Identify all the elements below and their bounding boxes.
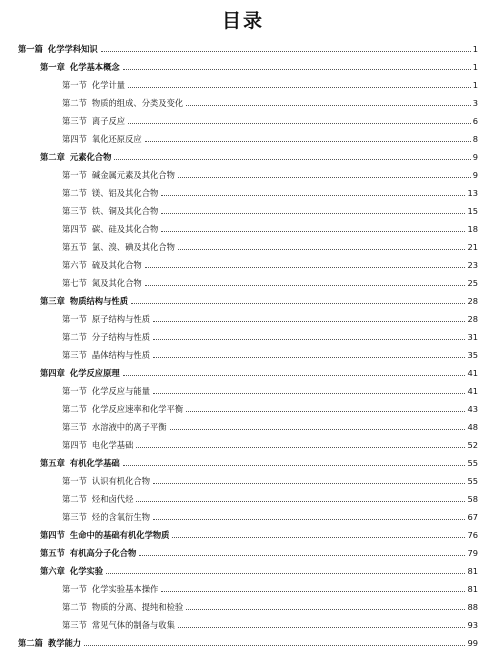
toc-title: 化学实验基本操作 <box>91 584 159 594</box>
leader-dots <box>101 50 471 52</box>
toc-section[interactable] <box>0 90 486 108</box>
leader-dots <box>161 194 465 196</box>
toc-section[interactable] <box>0 252 486 270</box>
toc-page-number: 79 <box>467 548 478 558</box>
toc-title: 水溶液中的离子平衡 <box>91 422 167 432</box>
leader-dots <box>128 122 471 124</box>
toc-title: 离子反应 <box>91 116 126 126</box>
toc-title: 碳、硅及其化合物 <box>91 224 159 234</box>
toc-section[interactable] <box>0 468 486 486</box>
toc-section[interactable] <box>0 234 486 252</box>
toc-page-number: 99 <box>467 638 478 648</box>
toc-page-number: 41 <box>467 368 478 378</box>
toc-number: 第二节 <box>62 98 87 108</box>
toc-number: 第二章 <box>40 152 65 162</box>
toc-title: 化学实验 <box>69 566 104 576</box>
leader-dots <box>186 104 471 106</box>
toc-page-number: 28 <box>467 296 478 306</box>
toc-page-number: 3 <box>472 98 478 108</box>
leader-dots <box>186 410 465 412</box>
leader-dots <box>153 356 465 358</box>
toc-title: 生命中的基础有机化学物质 <box>69 530 170 540</box>
toc-title: 有机高分子化合物 <box>69 548 137 558</box>
toc-title: 认识有机化合物 <box>91 476 150 486</box>
toc-title: 化学反应原理 <box>69 368 120 378</box>
toc-number: 第四节 <box>62 134 87 144</box>
toc-title: 硫及其化合物 <box>91 260 142 270</box>
toc-section[interactable] <box>0 342 486 360</box>
leader-dots <box>153 518 465 520</box>
leader-dots <box>178 248 466 250</box>
toc-section[interactable] <box>0 324 486 342</box>
page-title: 目录 <box>221 10 264 32</box>
toc-section[interactable] <box>0 432 486 450</box>
leader-dots <box>145 140 471 142</box>
leader-dots <box>84 644 465 646</box>
toc-title: 物质的分离、提纯和检验 <box>91 602 184 612</box>
toc-page-number: 41 <box>467 386 478 396</box>
toc-part-2[interactable] <box>0 630 486 648</box>
toc-page-number: 48 <box>467 422 478 432</box>
toc-title: 原子结构与性质 <box>91 314 150 324</box>
toc-number: 第七节 <box>62 278 87 288</box>
toc-page-number: 1 <box>472 62 478 72</box>
toc-chapter-5[interactable] <box>0 450 486 468</box>
leader-dots <box>178 626 466 628</box>
toc-title: 氮及其化合物 <box>91 278 142 288</box>
toc-title: 氧化还原反应 <box>91 134 142 144</box>
toc-number: 第一篇 <box>18 44 43 54</box>
toc-title: 物质结构与性质 <box>69 296 128 306</box>
toc-number: 第一节 <box>62 386 87 396</box>
toc-number: 第四节 <box>62 440 87 450</box>
toc-page-number: 1 <box>472 80 478 90</box>
table-of-contents <box>0 36 486 648</box>
toc-number: 第三章 <box>40 296 65 306</box>
toc-section[interactable] <box>0 108 486 126</box>
toc-section-top[interactable] <box>0 522 486 540</box>
toc-number: 第一节 <box>62 584 87 594</box>
toc-title: 元素化合物 <box>69 152 112 162</box>
leader-dots <box>114 158 470 160</box>
leader-dots <box>172 536 465 538</box>
toc-number: 第五节 <box>40 548 65 558</box>
toc-number: 第一节 <box>62 314 87 324</box>
toc-page-number: 21 <box>467 242 478 252</box>
toc-number: 第四节 <box>62 224 87 234</box>
toc-section[interactable] <box>0 486 486 504</box>
toc-number: 第二节 <box>62 602 87 612</box>
toc-page-number: 23 <box>467 260 478 270</box>
toc-number: 第二节 <box>62 188 87 198</box>
toc-section[interactable] <box>0 270 486 288</box>
leader-dots <box>123 374 466 376</box>
toc-page-number: 6 <box>472 116 478 126</box>
leader-dots <box>123 464 466 466</box>
toc-chapter-2[interactable] <box>0 144 486 162</box>
toc-title: 镁、铝及其化合物 <box>91 188 159 198</box>
toc-section[interactable] <box>0 180 486 198</box>
leader-dots <box>161 590 465 592</box>
toc-title: 烃和卤代烃 <box>91 494 134 504</box>
toc-section[interactable] <box>0 126 486 144</box>
toc-number: 第二节 <box>62 332 87 342</box>
toc-title: 化学反应与能量 <box>91 386 150 396</box>
toc-page-number: 67 <box>467 512 478 522</box>
toc-number: 第三节 <box>62 350 87 360</box>
toc-section[interactable] <box>0 414 486 432</box>
toc-title: 教学能力 <box>47 638 82 648</box>
toc-title: 物质的组成、分类及变化 <box>91 98 184 108</box>
leader-dots <box>131 302 465 304</box>
toc-title: 分子结构与性质 <box>91 332 150 342</box>
toc-page-number: 1 <box>472 44 478 54</box>
toc-page-number: 31 <box>467 332 478 342</box>
toc-number: 第六节 <box>62 260 87 270</box>
toc-title: 化学计量 <box>91 80 126 90</box>
toc-title: 化学基本概念 <box>69 62 120 72</box>
toc-chapter-6[interactable] <box>0 558 486 576</box>
leader-dots <box>153 392 465 394</box>
toc-title: 晶体结构与性质 <box>91 350 150 360</box>
toc-section[interactable] <box>0 594 486 612</box>
toc-chapter-3[interactable] <box>0 288 486 306</box>
leader-dots <box>161 230 465 232</box>
toc-number: 第二节 <box>62 404 87 414</box>
toc-page-number: 8 <box>472 134 478 144</box>
toc-title: 电化学基础 <box>91 440 134 450</box>
toc-number: 第四章 <box>40 368 65 378</box>
leader-dots <box>178 176 471 178</box>
toc-page-number: 52 <box>467 440 478 450</box>
toc-page-number: 93 <box>467 620 478 630</box>
toc-page-number: 88 <box>467 602 478 612</box>
leader-dots <box>145 284 466 286</box>
toc-number: 第三节 <box>62 206 87 216</box>
toc-title: 有机化学基础 <box>69 458 120 468</box>
toc-number: 第三节 <box>62 422 87 432</box>
leader-dots <box>123 68 471 70</box>
leader-dots <box>153 482 465 484</box>
toc-title: 化学反应速率和化学平衡 <box>91 404 184 414</box>
toc-section-top[interactable] <box>0 540 486 558</box>
leader-dots <box>139 554 465 556</box>
toc-number: 第二节 <box>62 494 87 504</box>
toc-section[interactable] <box>0 378 486 396</box>
leader-dots <box>128 86 471 88</box>
toc-page-number: 81 <box>467 566 478 576</box>
leader-dots <box>161 212 465 214</box>
toc-page-number: 76 <box>467 530 478 540</box>
toc-title: 碱金属元素及其化合物 <box>91 170 175 180</box>
toc-section[interactable] <box>0 72 486 90</box>
toc-number: 第四节 <box>40 530 65 540</box>
toc-page-number: 9 <box>472 152 478 162</box>
toc-section[interactable] <box>0 216 486 234</box>
toc-page-number: 35 <box>467 350 478 360</box>
toc-part-1[interactable] <box>0 36 486 54</box>
toc-section[interactable] <box>0 612 486 630</box>
toc-page-number: 13 <box>467 188 478 198</box>
toc-title: 氯、溴、碘及其化合物 <box>91 242 175 252</box>
leader-dots <box>153 320 465 322</box>
toc-page-number: 18 <box>467 224 478 234</box>
toc-number: 第一章 <box>40 62 65 72</box>
toc-number: 第五节 <box>62 242 87 252</box>
toc-section[interactable] <box>0 306 486 324</box>
toc-chapter-4[interactable] <box>0 360 486 378</box>
toc-section[interactable] <box>0 576 486 594</box>
toc-page-number: 9 <box>472 170 478 180</box>
toc-title: 铁、铜及其化合物 <box>91 206 159 216</box>
toc-page-number: 25 <box>467 278 478 288</box>
toc-page-number: 43 <box>467 404 478 414</box>
toc-page-number: 81 <box>467 584 478 594</box>
toc-page-number: 58 <box>467 494 478 504</box>
toc-number: 第五章 <box>40 458 65 468</box>
leader-dots <box>136 446 465 448</box>
toc-number: 第三节 <box>62 116 87 126</box>
leader-dots <box>170 428 466 430</box>
toc-title: 常见气体的制备与收集 <box>91 620 175 630</box>
toc-chapter-1[interactable] <box>0 54 486 72</box>
toc-number: 第一节 <box>62 476 87 486</box>
toc-page-number: 55 <box>467 476 478 486</box>
toc-section[interactable] <box>0 504 486 522</box>
toc-page-number: 28 <box>467 314 478 324</box>
leader-dots <box>153 338 465 340</box>
toc-page-number: 55 <box>467 458 478 468</box>
leader-dots <box>106 572 465 574</box>
toc-number: 第三节 <box>62 620 87 630</box>
toc-number: 第一节 <box>62 170 87 180</box>
leader-dots <box>186 608 465 610</box>
toc-number: 第六章 <box>40 566 65 576</box>
leader-dots <box>145 266 466 268</box>
toc-number: 第一节 <box>62 80 87 90</box>
leader-dots <box>136 500 465 502</box>
toc-section[interactable] <box>0 396 486 414</box>
toc-number: 第二篇 <box>18 638 43 648</box>
toc-number: 第三节 <box>62 512 87 522</box>
toc-section[interactable] <box>0 162 486 180</box>
toc-title: 化学学科知识 <box>47 44 98 54</box>
toc-page-number: 15 <box>467 206 478 216</box>
toc-title: 烃的含氧衍生物 <box>91 512 150 522</box>
toc-section[interactable] <box>0 198 486 216</box>
